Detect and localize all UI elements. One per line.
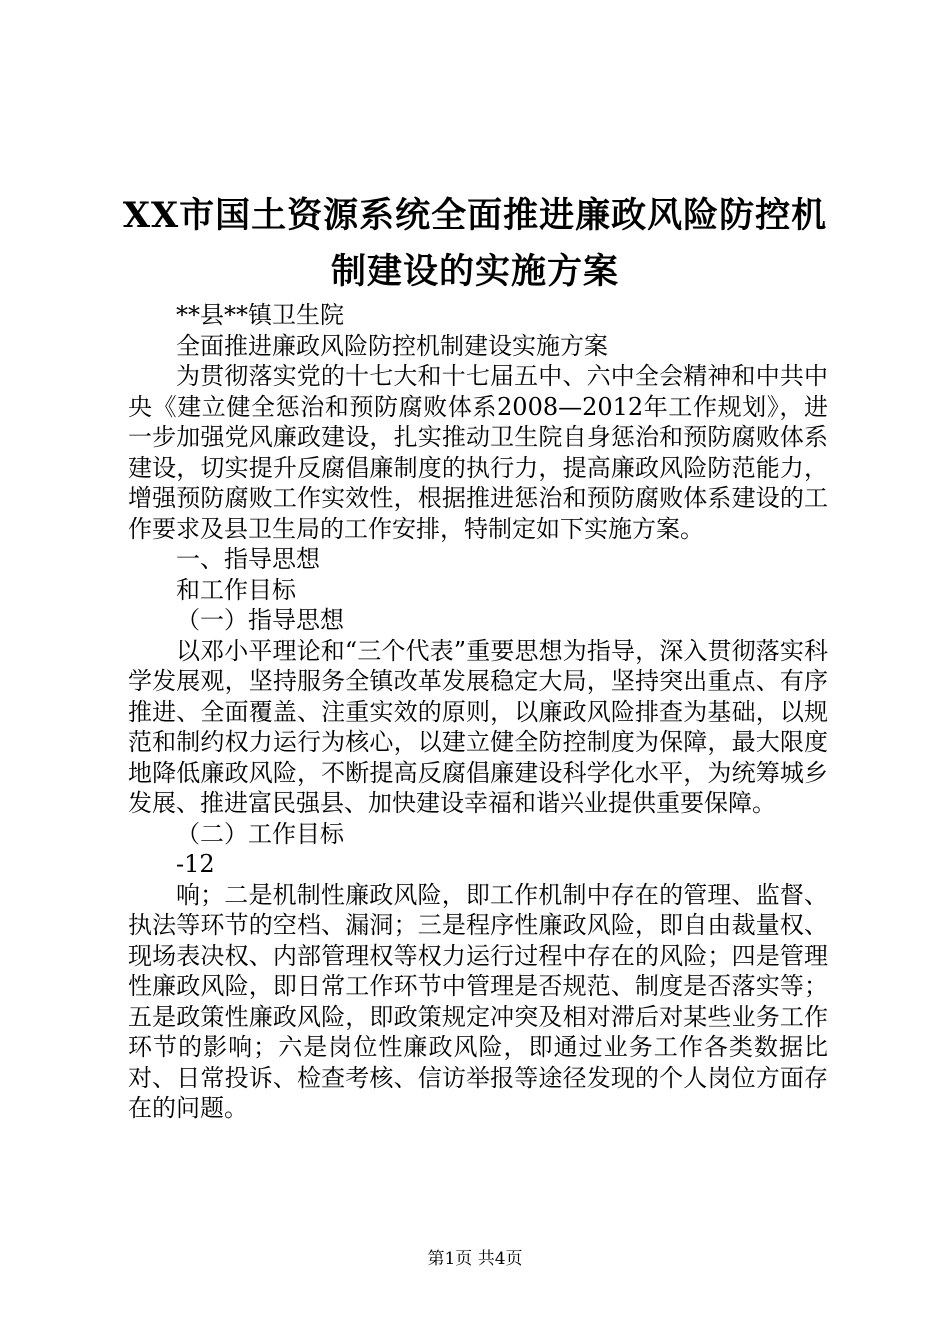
document-title-line-1: XX市国土资源系统全面推进廉政风险防控机 <box>122 195 828 236</box>
risk-types-paragraph: 响；二是机制性廉政风险，即工作机制中存在的管理、监督、执法等环节的空档、漏洞；三是程序性廉政风险，即自由裁量权、现场表决权、内部管理权等权力运行过程中存在的风险；四是管理性廉政风险，即日常工作环节中管理是否规范、制度是否落实等；五是政策性廉政风险，即政策规定冲突及相对滞后对某些业务工作环节的影响；六是岗位性廉政风险，即通过业务工作各类数据比对、日常投诉、检查考核、信访举报等途径发现的个人岗位方面存在的问题。 <box>128 880 828 1122</box>
subsection-heading-2: （二）工作目标 <box>176 819 344 848</box>
subsection-heading-1: （一）指导思想 <box>176 606 344 634</box>
section-heading-1: 一、指导思想 <box>176 545 320 573</box>
guiding-thought-paragraph: 以邓小平理论和“三个代表”重要思想为指导，深入贯彻落实科学发展观，坚持服务全镇改革发展稳定大局，坚持突出重点、有序推进、全面覆盖、注重实效的原则，以廉政风险排查为基础，以规范和制约权力运行为核心，以建立健全防控制度为保障，最大限度地降低廉政风险，不断提高反腐倡廉建设科学化水平，为统筹城乡发展、推进富民强县、加快建设幸福和谐兴业提供重要保障。 <box>128 636 828 817</box>
subtitle-line: 全面推进廉政风险防控机制建设实施方案 <box>176 331 608 360</box>
organization-line: **县**镇卫生院 <box>176 301 344 329</box>
section-heading-1-cont: 和工作目标 <box>176 575 296 604</box>
page-number-footer: 第1页 共4页 <box>427 1249 523 1269</box>
intro-paragraph: 为贯彻落实党的十七大和十七届五中、六中全会精神和中共中央《建立健全惩治和预防腐败体系2008—2012年工作规划》，进一步加强党风廉政建设，扎实推动卫生院自身惩治和预防腐败体系建设，切实提升反腐倡廉制度的执行力，提高廉政风险防范能力，增强预防腐败工作实效性，根据推进惩治和预防腐败体系建设的工作要求及县卫生局的工作安排，特制定如下实施方案。 <box>128 362 828 543</box>
document-title-line-2: 制建设的实施方案 <box>330 251 619 292</box>
document-body <box>128 300 828 1124</box>
fragment-line: -12 <box>176 850 215 878</box>
